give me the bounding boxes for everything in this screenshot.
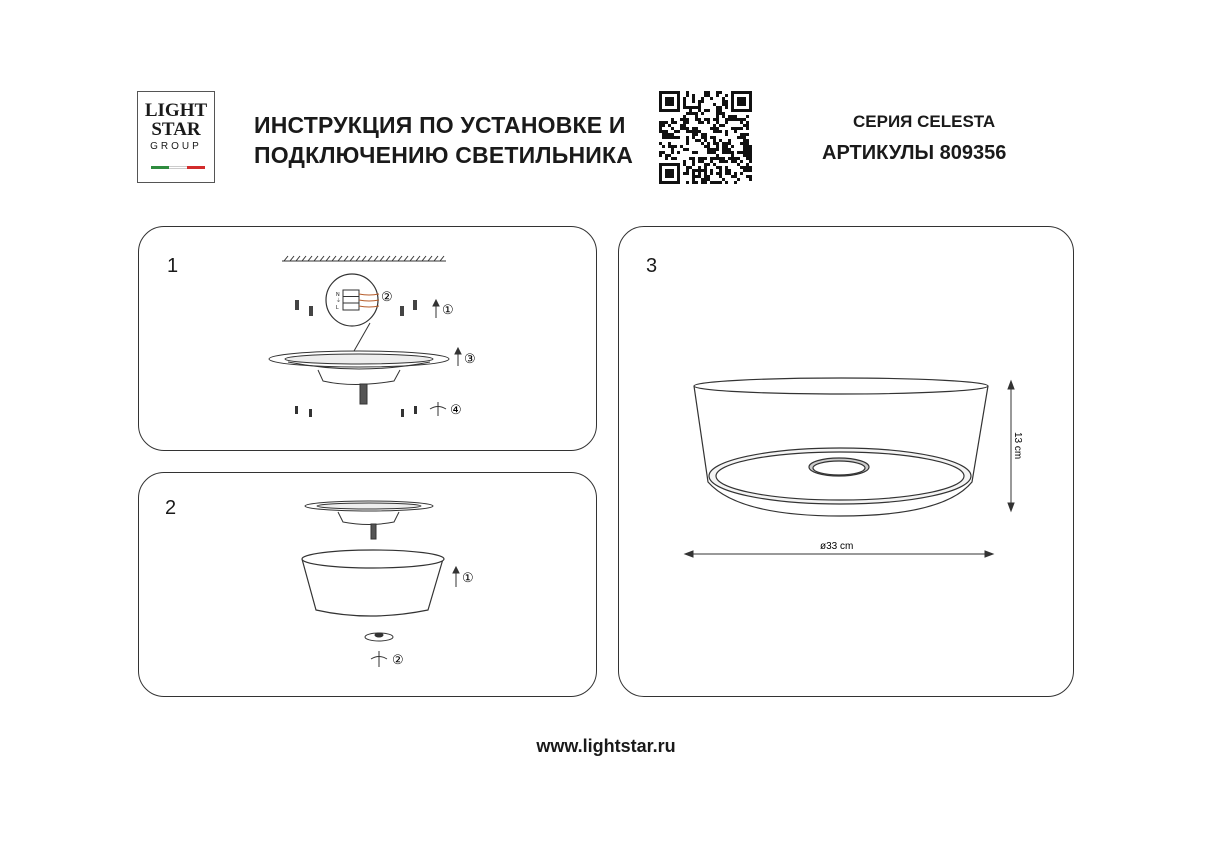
logo-flag [151, 166, 205, 169]
document-title [254, 110, 633, 170]
logo-line1: LIGHT [144, 100, 208, 121]
step-4-label: ④ [450, 402, 462, 417]
arrow-up-icon [453, 567, 459, 587]
lamp-body [694, 378, 988, 516]
lamp-shade [302, 550, 444, 616]
qr-code [659, 91, 752, 184]
title-line2: ПОДКЛЮЧЕНИЮ СВЕТИЛЬНИКА [254, 142, 634, 168]
mounting-plate [305, 501, 433, 539]
terminal-label-l: L [336, 305, 339, 311]
series-label: СЕРИЯ CELESTA [853, 112, 996, 131]
rotate-icon [430, 402, 446, 416]
step-1-marker: ② [381, 289, 393, 304]
logo-line3: GROUP [150, 141, 202, 152]
panel-number: 2 [165, 497, 177, 519]
shade-installation-diagram [138, 472, 597, 697]
terminal-label-ground: ⏚ [336, 298, 342, 304]
dimension-diagram [618, 226, 1074, 697]
ceiling-hatch [282, 256, 446, 261]
step-1-label: ① [442, 302, 454, 317]
terminal-label-n: N [336, 292, 340, 298]
logo-line2: STAR [151, 119, 201, 140]
step-3-label: ③ [464, 351, 476, 366]
diameter-label: ø33 cm [820, 541, 854, 552]
step-1-label: ① [462, 570, 474, 585]
step-2-label: ② [392, 652, 404, 667]
panel-number: 1 [167, 255, 179, 277]
panel-number: 3 [646, 255, 658, 277]
title-line1: ИНСТРУКЦИЯ ПО УСТАНОВКЕ И [254, 112, 626, 138]
mounting-diagram [138, 226, 597, 451]
terminal-block-detail [326, 274, 379, 358]
article-number: АРТИКУЛЫ 809356 [822, 142, 1007, 164]
screws [295, 406, 417, 417]
height-label: 13 cm [1012, 432, 1023, 460]
cap-nut [365, 633, 393, 641]
brand-logo [137, 91, 215, 183]
arrow-up-icon [455, 348, 461, 366]
rotate-icon [371, 651, 387, 667]
arrow-up-icon [433, 300, 439, 318]
mounting-plate [269, 351, 449, 404]
website-link[interactable]: www.lightstar.ru [536, 736, 676, 756]
